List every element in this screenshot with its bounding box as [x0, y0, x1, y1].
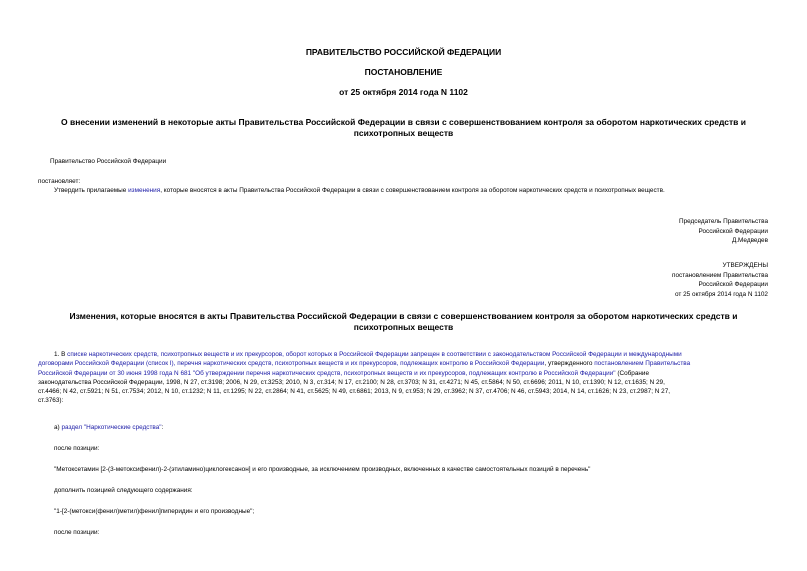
item-1-line-6: ст.3763): — [38, 397, 64, 405]
signature-block — [560, 217, 768, 246]
item-1-line-1 — [38, 350, 770, 359]
list-i-link[interactable]: списке наркотических средств, психотропных веществ и их прекурсоров, оборот которых в Российской Федерации запрещен в соответствии с законодательством Российской Федерации и международными — [67, 351, 682, 358]
item-1-paragraph — [38, 350, 770, 406]
list-i-link-cont[interactable]: договорами Российской Федерации (список I), перечня наркотических средств, психотропных веществ и их прекурсоров, подлежащих контролю в Российской Федерации — [38, 360, 545, 368]
issuer-text: Правительство Российской Федерации — [50, 158, 167, 165]
item-1-line-4: законодательства Российской Федерации, 1998, N 27, ст.3198; 2006, N 29, ст.3253; 2010, N 3, ст.314; N 17, ст.2100; N 28, ст.3703; N 31, ст.4271; N 45, ст.5864; N 50, ст.6696; 2011, N 10, ст.1390; N 12, ст.1635; N 29, — [38, 378, 665, 386]
item-1-l3-after: (Собрание — [615, 369, 650, 377]
document-title-line-1: О внесении изменений в некоторые акты Правительства Российской Федерации в связи с совершенствованием контроля за оборотом наркотических средств и — [61, 117, 746, 127]
government-heading: ПРАВИТЕЛЬСТВО РОССИЙСКОЙ ФЕДЕРАЦИИ — [305, 47, 502, 57]
approved-line-4: от 25 октября 2014 года N 1102 — [675, 290, 768, 298]
signature-line-3: Д.Медведев — [731, 237, 768, 244]
item-1-line-2 — [38, 359, 770, 368]
narcotics-section-link[interactable]: раздел "Наркотические средства" — [61, 424, 162, 431]
approve-after: , которые вносятся в акты Правительства Российской Федерации в связи с совершенствованием контроля за оборотом наркотических средств и психотропных веществ. — [160, 187, 665, 194]
sub-a-suffix: : — [161, 424, 164, 431]
signature-line-1: Председатель Правительства — [679, 218, 768, 225]
approved-line-1: УТВЕРЖДЕНЫ — [722, 262, 768, 269]
document-title — [0, 117, 807, 139]
item-1-prefix: 1. В — [54, 351, 68, 358]
approved-line-2: постановлением Правительства — [672, 271, 768, 279]
sub-a-prefix: а) — [54, 424, 62, 431]
quote-1: "Метоксетамин [2-(3-метоксифенил)-2-(этиламино)циклогексанон] и его производные, за исключением производных, включенных в качестве самостоятельных позиций в перечень" — [54, 466, 591, 473]
changes-title-line-2: психотропных веществ — [353, 322, 454, 332]
approve-before: Утвердить прилагаемые — [54, 187, 129, 194]
add-position-text: дополнить позицией следующего содержания: — [54, 487, 193, 494]
quote-2: "1-[2-(метокси(фенил)метил)фенил]пиперидин и его производные"; — [54, 508, 255, 515]
after-position-1: после позиции: — [54, 445, 100, 452]
item-1-line-5: ст.4466; N 42, ст.5921; N 51, ст.7534; 2012, N 10, ст.1232; N 11, ст.1295; N 22, ст.2864; N 41, ст.5625; N 49, ст.6861; 2013, N 9, ст.953; N 29, ст.3962; N 37, ст.4706; N 46, ст.5943; 2014, N 14, ст.1626; N 23, ст.2987; N 27, — [38, 388, 671, 396]
approve-paragraph — [54, 186, 665, 195]
sub-a-paragraph — [54, 423, 163, 432]
document-date-number: от 25 октября 2014 года N 1102 — [339, 87, 468, 97]
document-title-line-2: психотропных веществ — [353, 128, 454, 138]
item-1-line-3 — [38, 369, 770, 378]
approved-line-3: Российской Федерации — [698, 281, 768, 288]
item-1-mid: , утвержденного — [544, 360, 595, 368]
resolution-link-cont[interactable]: Российской Федерации от 30 июня 1998 года N 681 "Об утверждении перечня наркотических средств, психотропных веществ и их прекурсоров, подлежащих контролю в Российской Федерации" — [38, 369, 616, 377]
signature-line-2: Российской Федерации — [698, 227, 768, 235]
decides-text: постановляет: — [38, 178, 81, 185]
changes-title-line-1: Изменения, которые вносятся в акты Правительства Российской Федерации в связи с совершенствованием контроля за оборотом наркотических средств и — [69, 311, 738, 321]
approved-block — [560, 261, 768, 299]
changes-title — [0, 311, 807, 333]
document-type: ПОСТАНОВЛЕНИЕ — [364, 67, 443, 77]
resolution-link[interactable]: постановлением Правительства — [594, 360, 691, 368]
approve-link[interactable]: изменения — [128, 187, 161, 194]
after-position-2: после позиции: — [54, 529, 100, 536]
